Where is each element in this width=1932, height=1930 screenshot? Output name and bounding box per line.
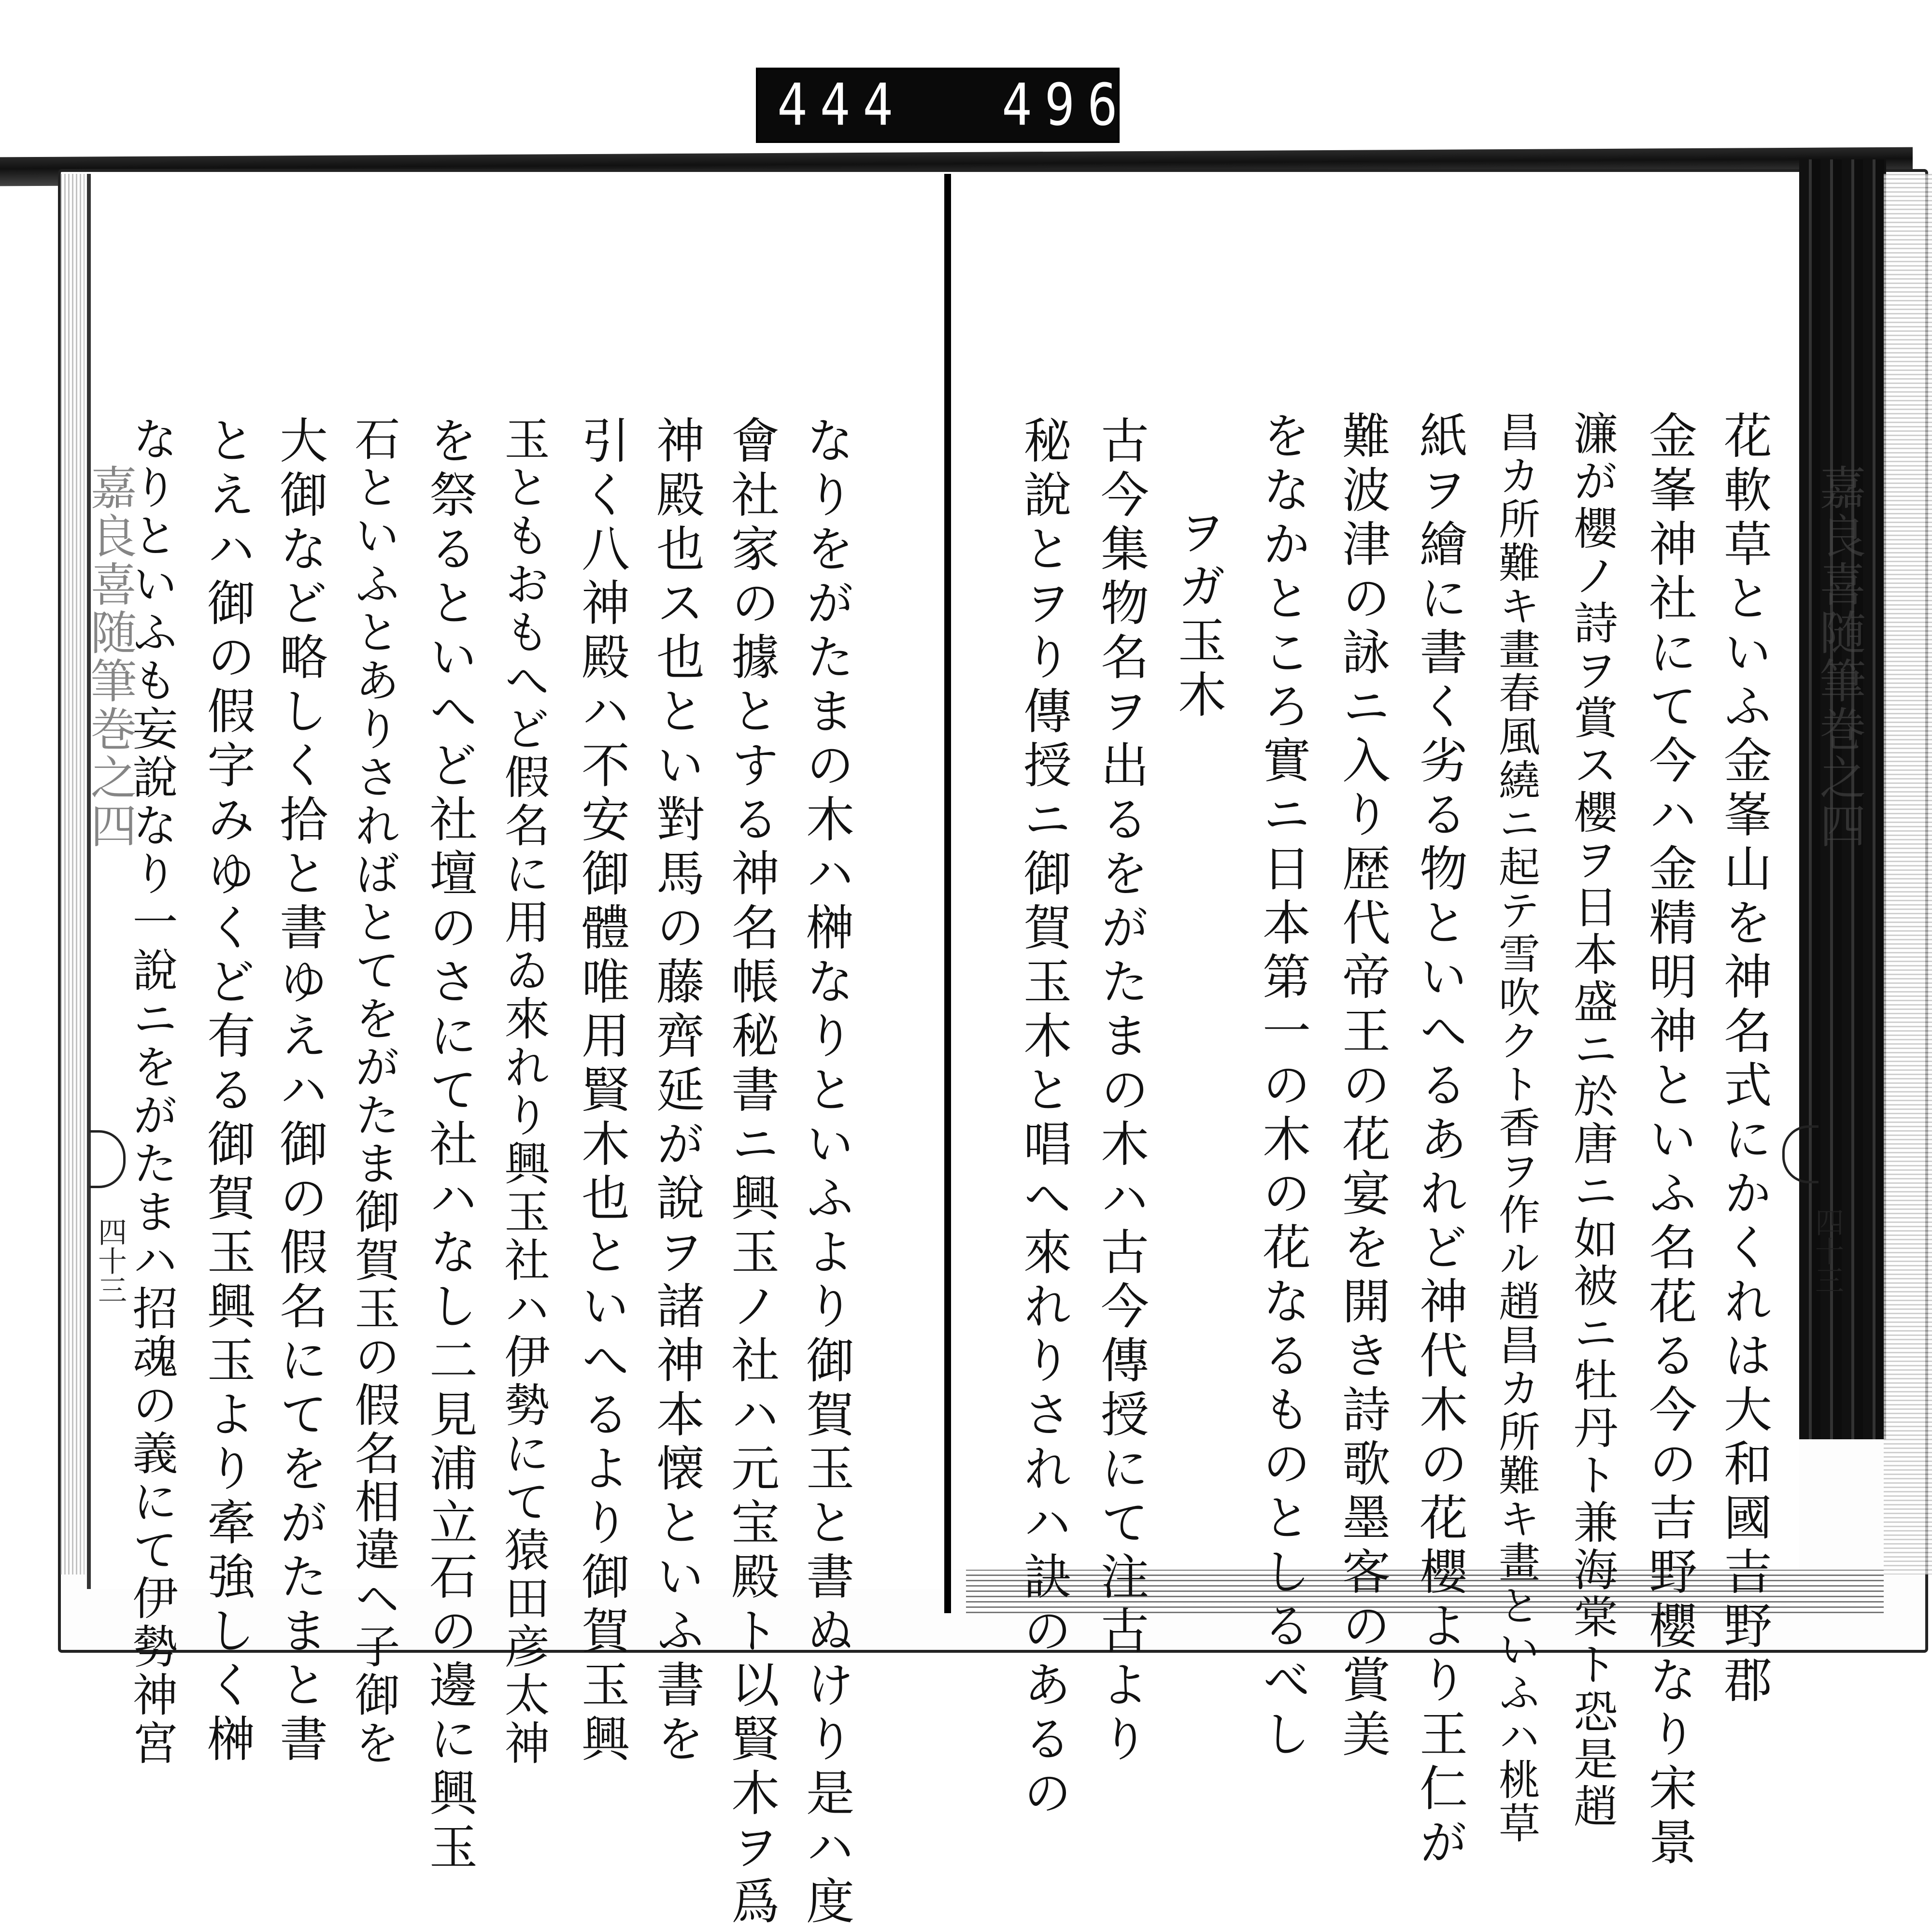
left-text-column-4: 引く八神殿ハ不安御體唯用賢木也といへるより御賀玉興	[573, 415, 630, 1768]
label-left-number: 444	[777, 71, 906, 139]
left-text-column-8: 大御など略しく拾と書ゆえハ御の假名にてをがたまと書	[271, 415, 328, 1768]
right-text-column-5: 紙ヲ繪に書く劣る物といへるあれど神代木の花櫻より王仁が	[1411, 411, 1468, 1871]
right-text-column-2: 金峯神社にて今ハ金精明神といふ名花る今の吉野櫻なり宋景	[1641, 411, 1697, 1871]
right-text-column-7: をなかところ實ニ日本第一の木の花なるものとしるべし	[1254, 411, 1311, 1763]
right-text-column-8: 古今集物名ヲ出るをがたまの木ハ古今傳授にて注古より	[1093, 415, 1149, 1768]
book-gutter	[944, 174, 951, 1613]
right-page-folio: 四十三	[1810, 1207, 1844, 1294]
left-text-column-2: 會社家の據とする神名帳秘書ニ興玉ノ社ハ元宝殿ト以賢木ヲ爲	[723, 415, 780, 1930]
right-text-column-9: 秘說とヲり傳授ニ御賀玉木と唱へ來れりされハ訣のあるの	[1015, 415, 1072, 1822]
right-text-column-4: 昌カ所難キ畫春風繞ニ起テ雪吹クト香ヲ作ル趙昌カ所難キ畫といふハ桃草	[1492, 411, 1540, 1845]
right-page-header: 嘉良喜随筆巻之四	[1812, 464, 1866, 850]
right-text-column-1: 花軟草といふ金峯山を神名式にかくれは大和國吉野郡	[1716, 411, 1772, 1709]
left-text-column-3: 神殿也ス也とい對馬の藤齊延が說ヲ諸神本懐といふ書を	[648, 415, 705, 1768]
left-page-folio: 四十三	[93, 1217, 127, 1304]
right-text-column-6: 難波津の詠ニ入り歴代帝王の花宴を開き詩歌墨客の賞美	[1334, 411, 1391, 1763]
microfilm-label	[756, 68, 1173, 143]
left-text-column-9: とえハ御の假字みゆくど有る御賀玉興玉より牽強しく榊	[199, 415, 256, 1768]
left-text-column-5: 玉ともおもへど假名に用ゐ來れり興玉社ハ伊勢にて猿田彦太神	[497, 415, 549, 1768]
left-text-column-1: なりをがたまの木ハ榊なりといふより御賀玉と書ぬけり是ハ度	[798, 415, 854, 1930]
label-right-number: 496.	[1002, 71, 1173, 139]
left-text-column-6: を祭るといへど社壇のさにて社ハなし二見浦立石の邊に興玉	[421, 415, 478, 1876]
right-scan-noise	[1884, 174, 1932, 1575]
left-text-column-7: 石といふとありさればとてをがたま御賀玉の假名相違ヘ子御を	[347, 415, 399, 1768]
left-text-column-10: なりといふも妄說なり一說ニをがたまハ招魂の義にて伊勢神宮	[125, 415, 177, 1768]
left-page-header: 嘉良喜随筆巻之四	[83, 464, 137, 850]
left-page-edges	[60, 174, 85, 1575]
right-text-column-3: 濂が櫻ノ詩ヲ賞ス櫻ヲ日本盛ニ於唐ニ如被ニ牡丹ト兼海棠ト恐是趙	[1566, 411, 1618, 1831]
right-section-heading: ヲガ玉木	[1170, 507, 1226, 724]
